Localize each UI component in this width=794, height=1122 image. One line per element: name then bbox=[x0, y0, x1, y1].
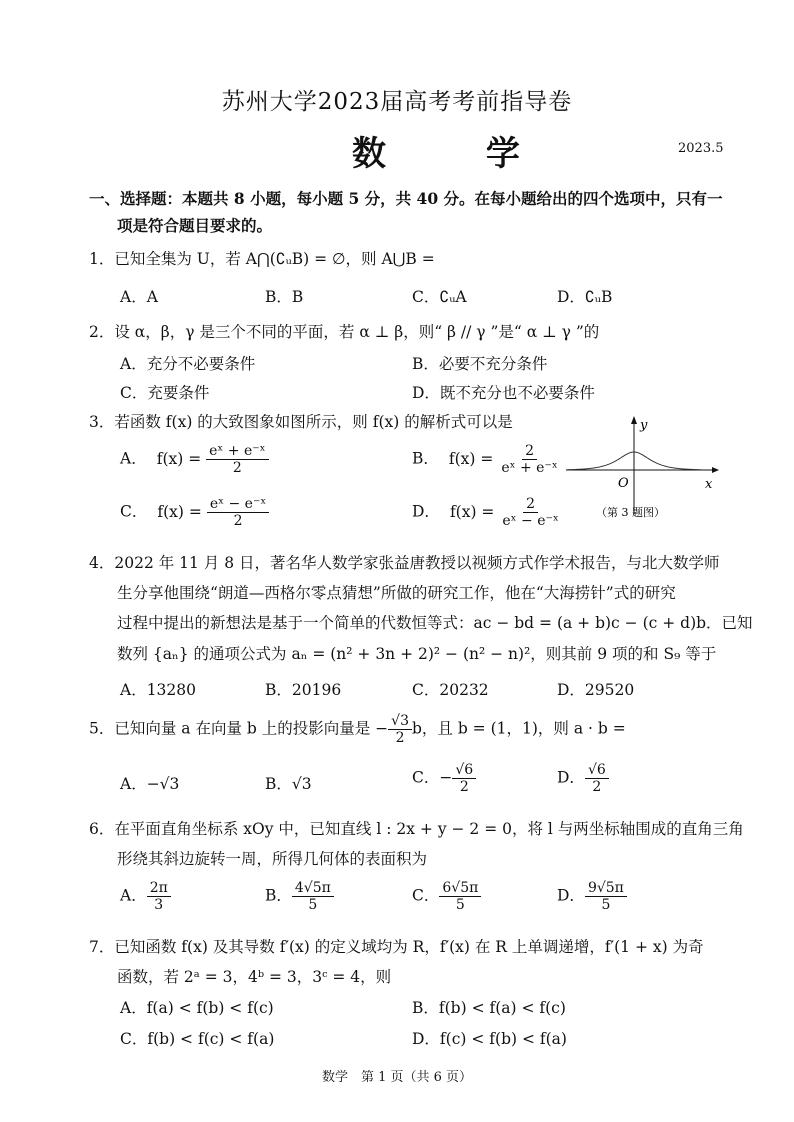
q5-stem-denominator: 2 bbox=[395, 730, 405, 747]
q4-option-b: B．20196 bbox=[265, 681, 342, 699]
q5-option-d: D． $\frac{√6}{2}$ bbox=[557, 762, 609, 795]
subject-title: 数 学 bbox=[352, 134, 564, 174]
exam-title: 苏州大学2023届高考考前指导卷 bbox=[221, 89, 573, 115]
q5-option-a: A．−√3 bbox=[120, 775, 180, 793]
q7-option-a: A．f(a) < f(b) < f(c) bbox=[120, 999, 274, 1017]
q2-option-b: B．必要不充分条件 bbox=[412, 355, 548, 373]
q6-option-a: A． $\frac{2\pi}{3}$ bbox=[120, 880, 171, 913]
q3-stem: 3．若函数 f(x) 的大致图象如图所示，则 f(x) 的解析式可以是 bbox=[89, 413, 513, 431]
section-heading-line1: 一、选择题：本题共 8 小题，每小题 5 分，共 40 分。在每小题给出的四个选项中，只有一 bbox=[89, 189, 723, 208]
q6-a-numerator: 2π bbox=[147, 880, 171, 897]
q7-option-d: D．f(c) < f(b) < f(a) bbox=[412, 1030, 567, 1048]
section-heading-line2: 项是符合题目要求的。 bbox=[117, 216, 273, 235]
page-footer: 数学 第 1 页（共 6 页） bbox=[321, 1070, 473, 1085]
exam-date: 2023.5 bbox=[678, 141, 724, 156]
q6-d-denominator: 5 bbox=[601, 897, 611, 914]
q5-d-denominator: 2 bbox=[592, 779, 602, 796]
q4-line1: 4．2022 年 11 月 8 日，著名华人数学家张益唐教授以视频方式作学术报告，与北大数学师 bbox=[89, 554, 720, 572]
q1-option-a: A．A bbox=[120, 288, 158, 306]
q3-option-a: A． f(x) = $\frac{\text{eˣ + e⁻ˣ}}{2}$ bbox=[120, 443, 269, 476]
q6-option-b: B． $\frac{4√5\pi}{5}$ bbox=[265, 880, 334, 913]
q3-function-graph bbox=[562, 412, 722, 522]
q1-option-d: D．∁ᵤB bbox=[557, 288, 613, 306]
q5-stem: 5．已知向量 a 在向量 b 上的投影向量是 − $\frac{√3}{2}$ b，且 b = (1，1)，则 a · b = bbox=[89, 713, 626, 747]
q1-option-c: C．∁ᵤA bbox=[412, 288, 467, 306]
q4-line3: 过程中提出的新想法是基于一个简单的代数恒等式：ac − bd = (a + b)c − (c + d)b．已知 bbox=[117, 614, 753, 632]
q3-c-numerator: eˣ − e⁻ˣ bbox=[207, 496, 269, 513]
q3-c-denominator: 2 bbox=[233, 513, 243, 530]
q2-stem: 2．设 α，β，γ 是三个不同的平面，若 α ⊥ β，则“ β // γ ”是“ α ⊥ γ ”的 bbox=[89, 323, 600, 341]
q1-stem: 1．已知全集为 U，若 A⋂(∁ᵤB) = ∅，则 A⋃B = bbox=[89, 250, 435, 268]
q7-option-b: B．f(b) < f(a) < f(c) bbox=[412, 999, 566, 1017]
q3-d-denominator: eˣ − e⁻ˣ bbox=[502, 513, 559, 530]
q3-option-b: B． f(x) = $\frac{2}{\text{eˣ + e⁻ˣ}}$ bbox=[412, 443, 561, 476]
q2-option-d: D．既不充分也不必要条件 bbox=[412, 384, 595, 402]
q3-b-numerator: 2 bbox=[522, 443, 537, 460]
q6-c-denominator: 5 bbox=[455, 897, 465, 914]
q6-a-denominator: 3 bbox=[154, 897, 164, 914]
q6-line1: 6．在平面直角坐标系 xOy 中，已知直线 l : 2x + y − 2 = 0，将 l 与两坐标轴围成的直角三角 bbox=[89, 820, 744, 838]
q4-option-a: A．13280 bbox=[120, 681, 197, 699]
q3-a-numerator: eˣ + e⁻ˣ bbox=[206, 443, 268, 460]
q6-option-c: C． $\frac{6√5\pi}{5}$ bbox=[412, 880, 481, 913]
q6-b-denominator: 5 bbox=[308, 897, 318, 914]
q3-b-denominator: eˣ + e⁻ˣ bbox=[501, 460, 558, 477]
q3-a-denominator: 2 bbox=[232, 460, 242, 477]
q5-option-b: B．√3 bbox=[265, 775, 312, 793]
origin-label: O bbox=[618, 476, 629, 491]
q4-option-d: D．29520 bbox=[557, 681, 635, 699]
q2-option-c: C．充要条件 bbox=[120, 384, 210, 402]
q3-option-d: D． f(x) = $\frac{2}{\text{eˣ − e⁻ˣ}}$ bbox=[412, 496, 562, 529]
q7-line2: 函数，若 2ᵃ = 3，4ᵇ = 3，3ᶜ = 4，则 bbox=[117, 968, 392, 986]
q6-c-numerator: 6√5π bbox=[439, 880, 481, 897]
q5-option-c: C．− $\frac{√6}{2}$ bbox=[412, 762, 476, 795]
y-axis-arrow bbox=[631, 416, 637, 424]
q3-d-numerator: 2 bbox=[523, 496, 538, 513]
q6-b-numerator: 4√5π bbox=[292, 880, 334, 897]
x-axis-arrow bbox=[712, 467, 719, 473]
q4-option-c: C．20232 bbox=[412, 681, 489, 699]
q5-c-denominator: 2 bbox=[459, 779, 469, 796]
x-axis-label: x bbox=[705, 477, 713, 492]
q5-d-numerator: √6 bbox=[585, 762, 609, 779]
q6-d-numerator: 9√5π bbox=[585, 880, 627, 897]
q6-line2: 形绕其斜边旋转一周，所得几何体的表面积为 bbox=[117, 850, 428, 868]
q6-option-d: D． $\frac{9√5\pi}{5}$ bbox=[557, 880, 627, 913]
q7-line1: 7．已知函数 f(x) 及其导数 f′(x) 的定义域均为 R，f′(x) 在 R 上单调递增，f′(1 + x) 为奇 bbox=[89, 938, 704, 956]
q1-option-b: B．B bbox=[265, 288, 304, 306]
q7-option-c: C．f(b) < f(c) < f(a) bbox=[120, 1030, 275, 1048]
q5-c-numerator: √6 bbox=[452, 762, 476, 779]
q2-option-a: A．充分不必要条件 bbox=[120, 355, 256, 373]
q5-stem-numerator: √3 bbox=[388, 713, 412, 730]
y-axis-label: y bbox=[640, 418, 648, 433]
q4-line4: 数列 {aₙ} 的通项公式为 aₙ = (n² + 3n + 2)² − (n² − n)²，则其前 9 项的和 S₉ 等于 bbox=[117, 645, 717, 663]
figure-caption: （第 3 题图） bbox=[596, 506, 665, 519]
q4-line2: 生分享他围绕“朗道—西格尔零点猜想”所做的研究工作，他在“大海捞针”式的研究 bbox=[117, 584, 676, 602]
q3-option-c: C． f(x) = $\frac{\text{eˣ − e⁻ˣ}}{2}$ bbox=[120, 496, 269, 529]
